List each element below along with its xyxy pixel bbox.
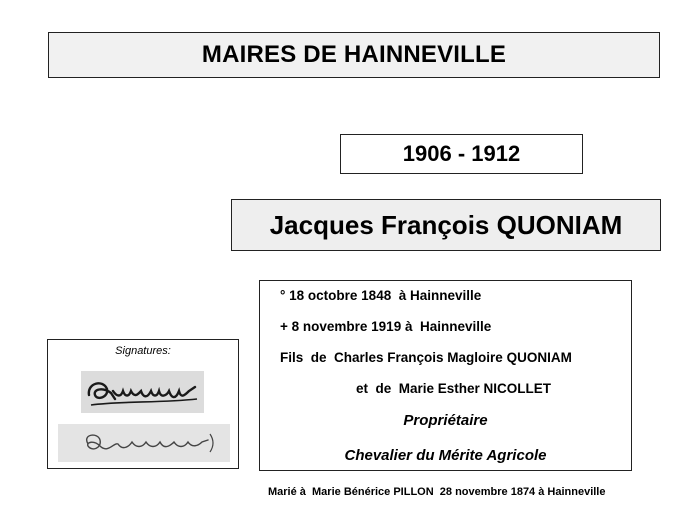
- mother-info: et de Marie Esther NICOLLET: [356, 381, 552, 396]
- signatures-panel: [47, 339, 239, 469]
- marriage-info: Marié à Marie Bénérice PILLON 28 novembre 1874 à Hainneville: [268, 486, 606, 498]
- birth-info: ° 18 octobre 1848 à Hainneville: [280, 288, 482, 303]
- signature-image-1: [81, 371, 204, 413]
- occupation: Propriétaire: [403, 412, 488, 429]
- page-title: MAIRES DE HAINNEVILLE: [201, 41, 507, 68]
- title-banner: [48, 32, 660, 78]
- term-years: 1906 - 1912: [402, 141, 521, 166]
- term-years-box: [340, 134, 583, 174]
- father-info: Fils de Charles François Magloire QUONIAM: [280, 350, 572, 365]
- mayor-name: Jacques François QUONIAM: [269, 209, 623, 240]
- death-info: + 8 novembre 1919 à Hainneville: [280, 319, 492, 334]
- mayor-name-box: [231, 199, 661, 251]
- honor: Chevalier du Mérite Agricole: [344, 447, 547, 464]
- signatures-label: Signatures:: [115, 345, 171, 357]
- biography-panel: [259, 280, 632, 471]
- signature-image-2: [58, 424, 230, 462]
